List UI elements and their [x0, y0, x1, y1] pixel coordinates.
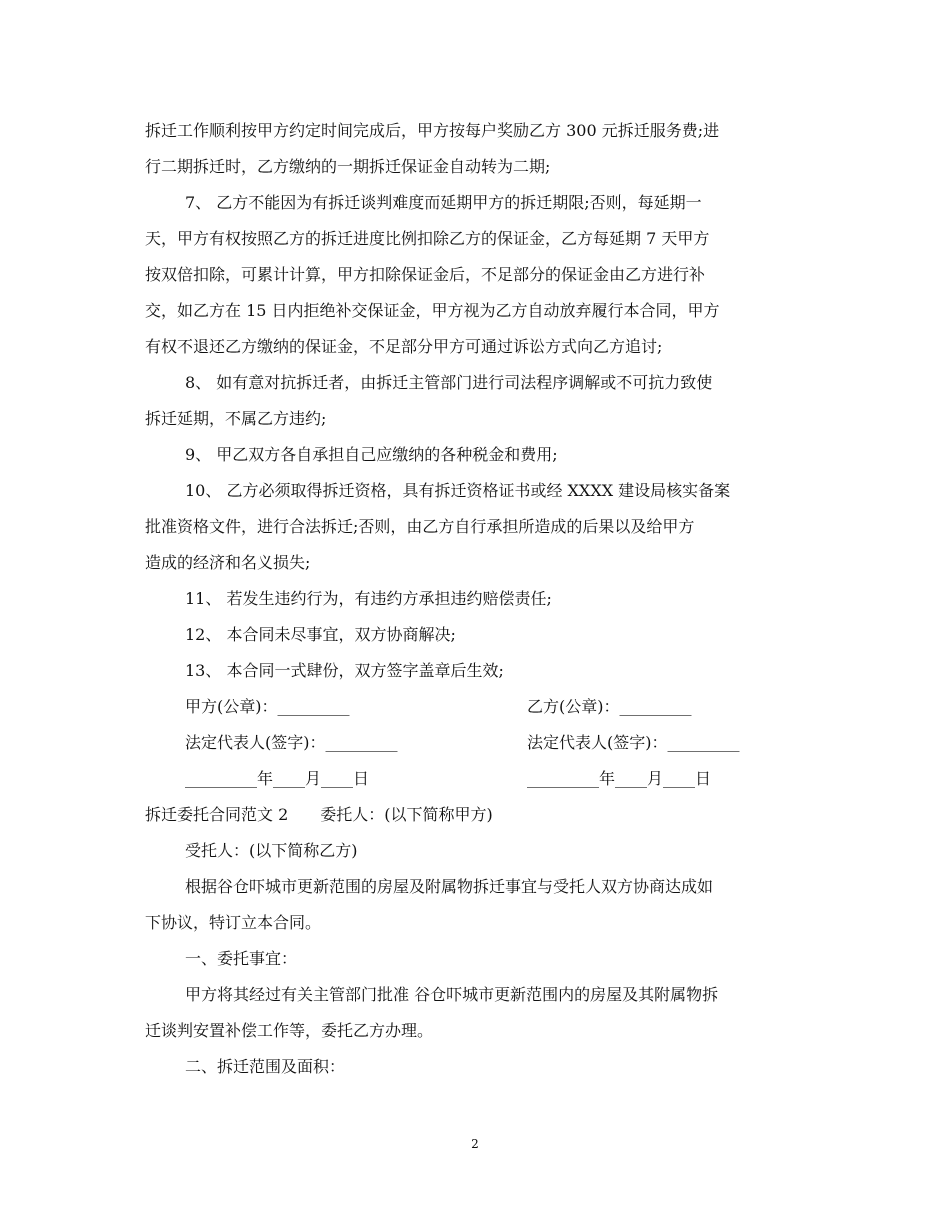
party-b-representative-field: 法定代表人(签字)：_________	[527, 733, 740, 752]
heading-line: 一、委托事宜：	[185, 949, 298, 968]
paragraph-line: 根据谷仓吓城市更新范围的房屋及附属物拆迁事宜与受托人双方协商达成如	[185, 877, 714, 896]
clause-11-line: 11、 若发生违约行为，有违约方承担违约赔偿责任;	[185, 589, 552, 608]
party-a-seal-field: 甲方(公章)：_________	[185, 697, 350, 716]
clause-12-line: 12、 本合同未尽事宜，双方协商解决;	[185, 625, 456, 644]
paragraph-line: 行二期拆迁时，乙方缴纳的一期拆迁保证金自动转为二期;	[145, 157, 551, 176]
clause-9-line: 9、 甲乙双方各自承担自己应缴纳的各种税金和费用;	[185, 445, 558, 464]
party-a-date-field: _________年____月____日	[185, 769, 370, 788]
party-b-seal-field: 乙方(公章)：_________	[527, 697, 692, 716]
paragraph-line: 下协议，特订立本合同。	[145, 913, 322, 932]
paragraph-line: 造成的经济和名义损失;	[145, 553, 311, 572]
paragraph-line: 天，甲方有权按照乙方的拆迁进度比例扣除乙方的保证金，乙方每延期 7 天甲方	[145, 229, 710, 248]
paragraph-line: 迁谈判安置补偿工作等，委托乙方办理。	[145, 1021, 434, 1040]
paragraph-line: 受托人：(以下简称乙方)	[185, 841, 358, 860]
party-b-date-field: _________年____月____日	[527, 769, 712, 788]
paragraph-line: 拆迁延期，不属乙方违约;	[145, 409, 327, 428]
heading-line: 二、拆迁范围及面积：	[185, 1057, 346, 1076]
paragraph-line: 按双倍扣除，可累计计算，甲方扣除保证金后，不足部分的保证金由乙方进行补	[145, 265, 706, 284]
paragraph-line: 有权不退还乙方缴纳的保证金，不足部分甲方可通过诉讼方式向乙方追讨;	[145, 337, 663, 356]
paragraph-line: 批准资格文件，进行合法拆迁;否则，由乙方自行承担所造成的后果以及给甲方	[145, 517, 695, 536]
paragraph-line: 交，如乙方在 15 日内拒绝补交保证金，甲方视为乙方自动放弃履行本合同，甲方	[145, 301, 720, 320]
clause-10-line: 10、 乙方必须取得拆迁资格，具有拆迁资格证书或经 XXXX 建设局核实备案	[185, 481, 731, 500]
clause-13-line: 13、 本合同一式肆份，双方签字盖章后生效;	[185, 661, 504, 680]
page-number: 2	[471, 1137, 479, 1151]
party-a-representative-field: 法定代表人(签字)：_________	[185, 733, 398, 752]
paragraph-line: 甲方将其经过有关主管部门批准 谷仓吓城市更新范围内的房屋及其附属物拆	[185, 985, 719, 1004]
paragraph-line: 拆迁工作顺利按甲方约定时间完成后，甲方按每户奖励乙方 300 元拆迁服务费;进	[145, 121, 720, 140]
section-title-line: 拆迁委托合同范文 2 委托人：(以下简称甲方)	[145, 805, 493, 824]
clause-7-line: 7、 乙方不能因为有拆迁谈判难度而延期甲方的拆迁期限;否则，每延期一	[185, 193, 702, 212]
clause-8-line: 8、 如有意对抗拆迁者，由拆迁主管部门进行司法程序调解或不可抗力致使	[185, 373, 713, 392]
